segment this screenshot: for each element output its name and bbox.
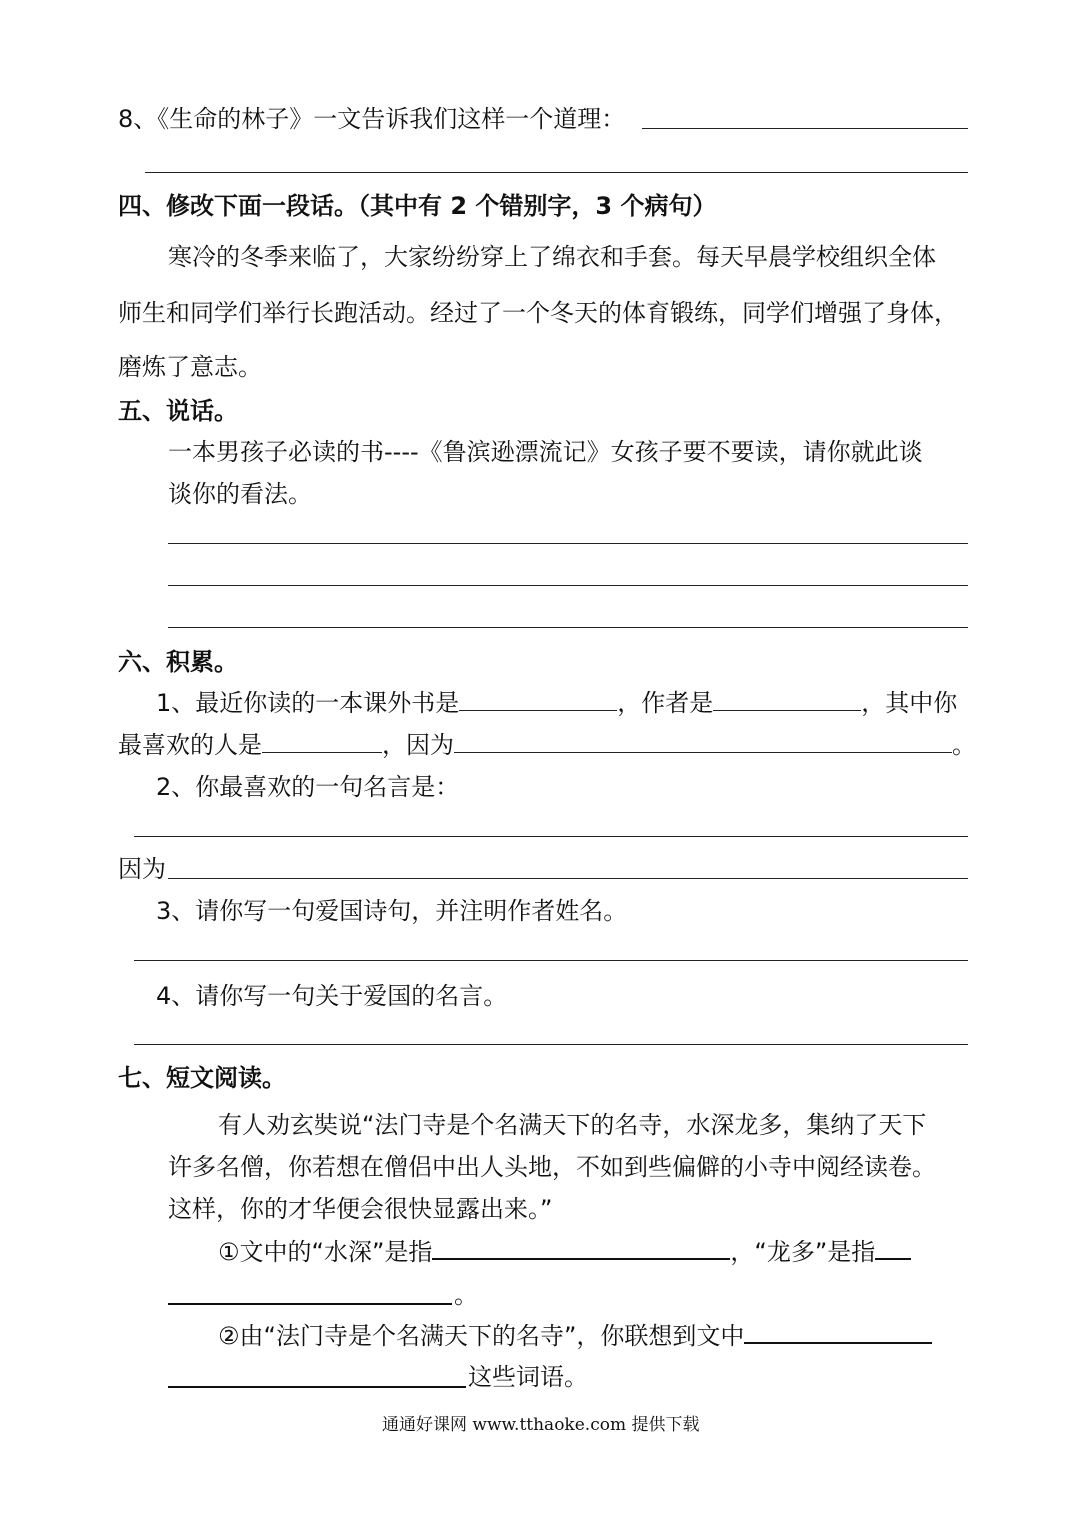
section-6-question-2: 2、你最喜欢的一句名言是： <box>156 773 460 801</box>
section-7-question-2-end: 这些词语。 <box>468 1363 588 1391</box>
blank-related-words <box>744 1320 932 1344</box>
blank-reason <box>454 730 952 753</box>
text-segment: ，因为 <box>382 731 454 759</box>
section-4-para-line: 寒冷的冬季来临了，大家纷纷穿上了绵衣和手套。每天早晨学校组织全体 <box>168 243 936 271</box>
answer-line <box>168 585 968 586</box>
passage-line: 许多名僧，你若想在僧侣中出人头地，不如到些偏僻的小寺中阅经读卷。 <box>168 1153 936 1181</box>
blank-author <box>713 688 861 711</box>
answer-line <box>168 1303 452 1305</box>
section-7-question-1 <box>218 1236 911 1267</box>
section-6-question-3: 3、请你写一句爱国诗句，并注明作者姓名。 <box>156 897 628 925</box>
blank-character <box>262 730 382 753</box>
blank-many-dragons <box>875 1236 911 1260</box>
blank-water-deep <box>432 1236 730 1260</box>
section-6-title: 六、积累。 <box>118 648 238 676</box>
section-7-question-2 <box>218 1320 932 1351</box>
passage-line: 有人劝玄奘说“法门寺是个名满天下的名寺，水深龙多，集纳了天下 <box>218 1111 927 1139</box>
answer-line <box>168 1386 466 1388</box>
text-segment: 1、最近你读的一本课外书是 <box>156 689 460 717</box>
text-segment: ①文中的“水深”是指 <box>218 1238 433 1266</box>
answer-line <box>168 627 968 628</box>
answer-line <box>145 172 968 173</box>
answer-line <box>642 128 968 129</box>
section-6-question-4: 4、请你写一句关于爱国的名言。 <box>156 982 508 1010</box>
section-6-because-label: 因为 <box>118 855 166 883</box>
answer-line <box>168 878 968 879</box>
answer-line <box>134 960 968 961</box>
section-6-question-1-cont <box>118 730 976 760</box>
period-mark: 。 <box>454 1281 478 1309</box>
passage-line: 这样，你的才华便会很快显露出来。” <box>168 1195 553 1223</box>
question-8 <box>118 104 625 134</box>
section-5-title: 五、说话。 <box>118 397 238 425</box>
section-7-title: 七、短文阅读。 <box>118 1064 286 1092</box>
answer-line <box>134 1044 968 1045</box>
text-segment: ，“龙多”是指 <box>730 1238 876 1266</box>
section-5-prompt-line: 一本男孩子必读的书----《鲁滨逊漂流记》女孩子要不要读，请你就此谈 <box>168 438 923 466</box>
section-5-prompt-line: 谈你的看法。 <box>168 480 312 508</box>
section-4-title: 四、修改下面一段话。（其中有 2 个错别字，3 个病句） <box>118 192 717 220</box>
answer-line <box>168 543 968 544</box>
text-segment: ②由“法门寺是个名满天下的名寺”，你联想到文中 <box>218 1322 745 1350</box>
text-segment: ，作者是 <box>617 689 714 717</box>
footer-text: 通通好课网 www.tthaoke.com 提供下载 <box>382 1415 700 1435</box>
question-8-text: 8、《生命的林子》一文告诉我们这样一个道理： <box>118 105 626 133</box>
section-6-question-1 <box>156 688 957 718</box>
answer-line <box>134 836 968 837</box>
section-4-para-line: 磨炼了意志。 <box>118 353 262 381</box>
text-segment: ，其中你 <box>861 689 958 717</box>
text-segment: 。 <box>952 731 976 759</box>
blank-book <box>459 688 617 711</box>
section-4-para-line: 师生和同学们举行长跑活动。经过了一个冬天的体育锻练，同学们增强了身体， <box>118 299 958 327</box>
text-segment: 最喜欢的人是 <box>118 731 262 759</box>
